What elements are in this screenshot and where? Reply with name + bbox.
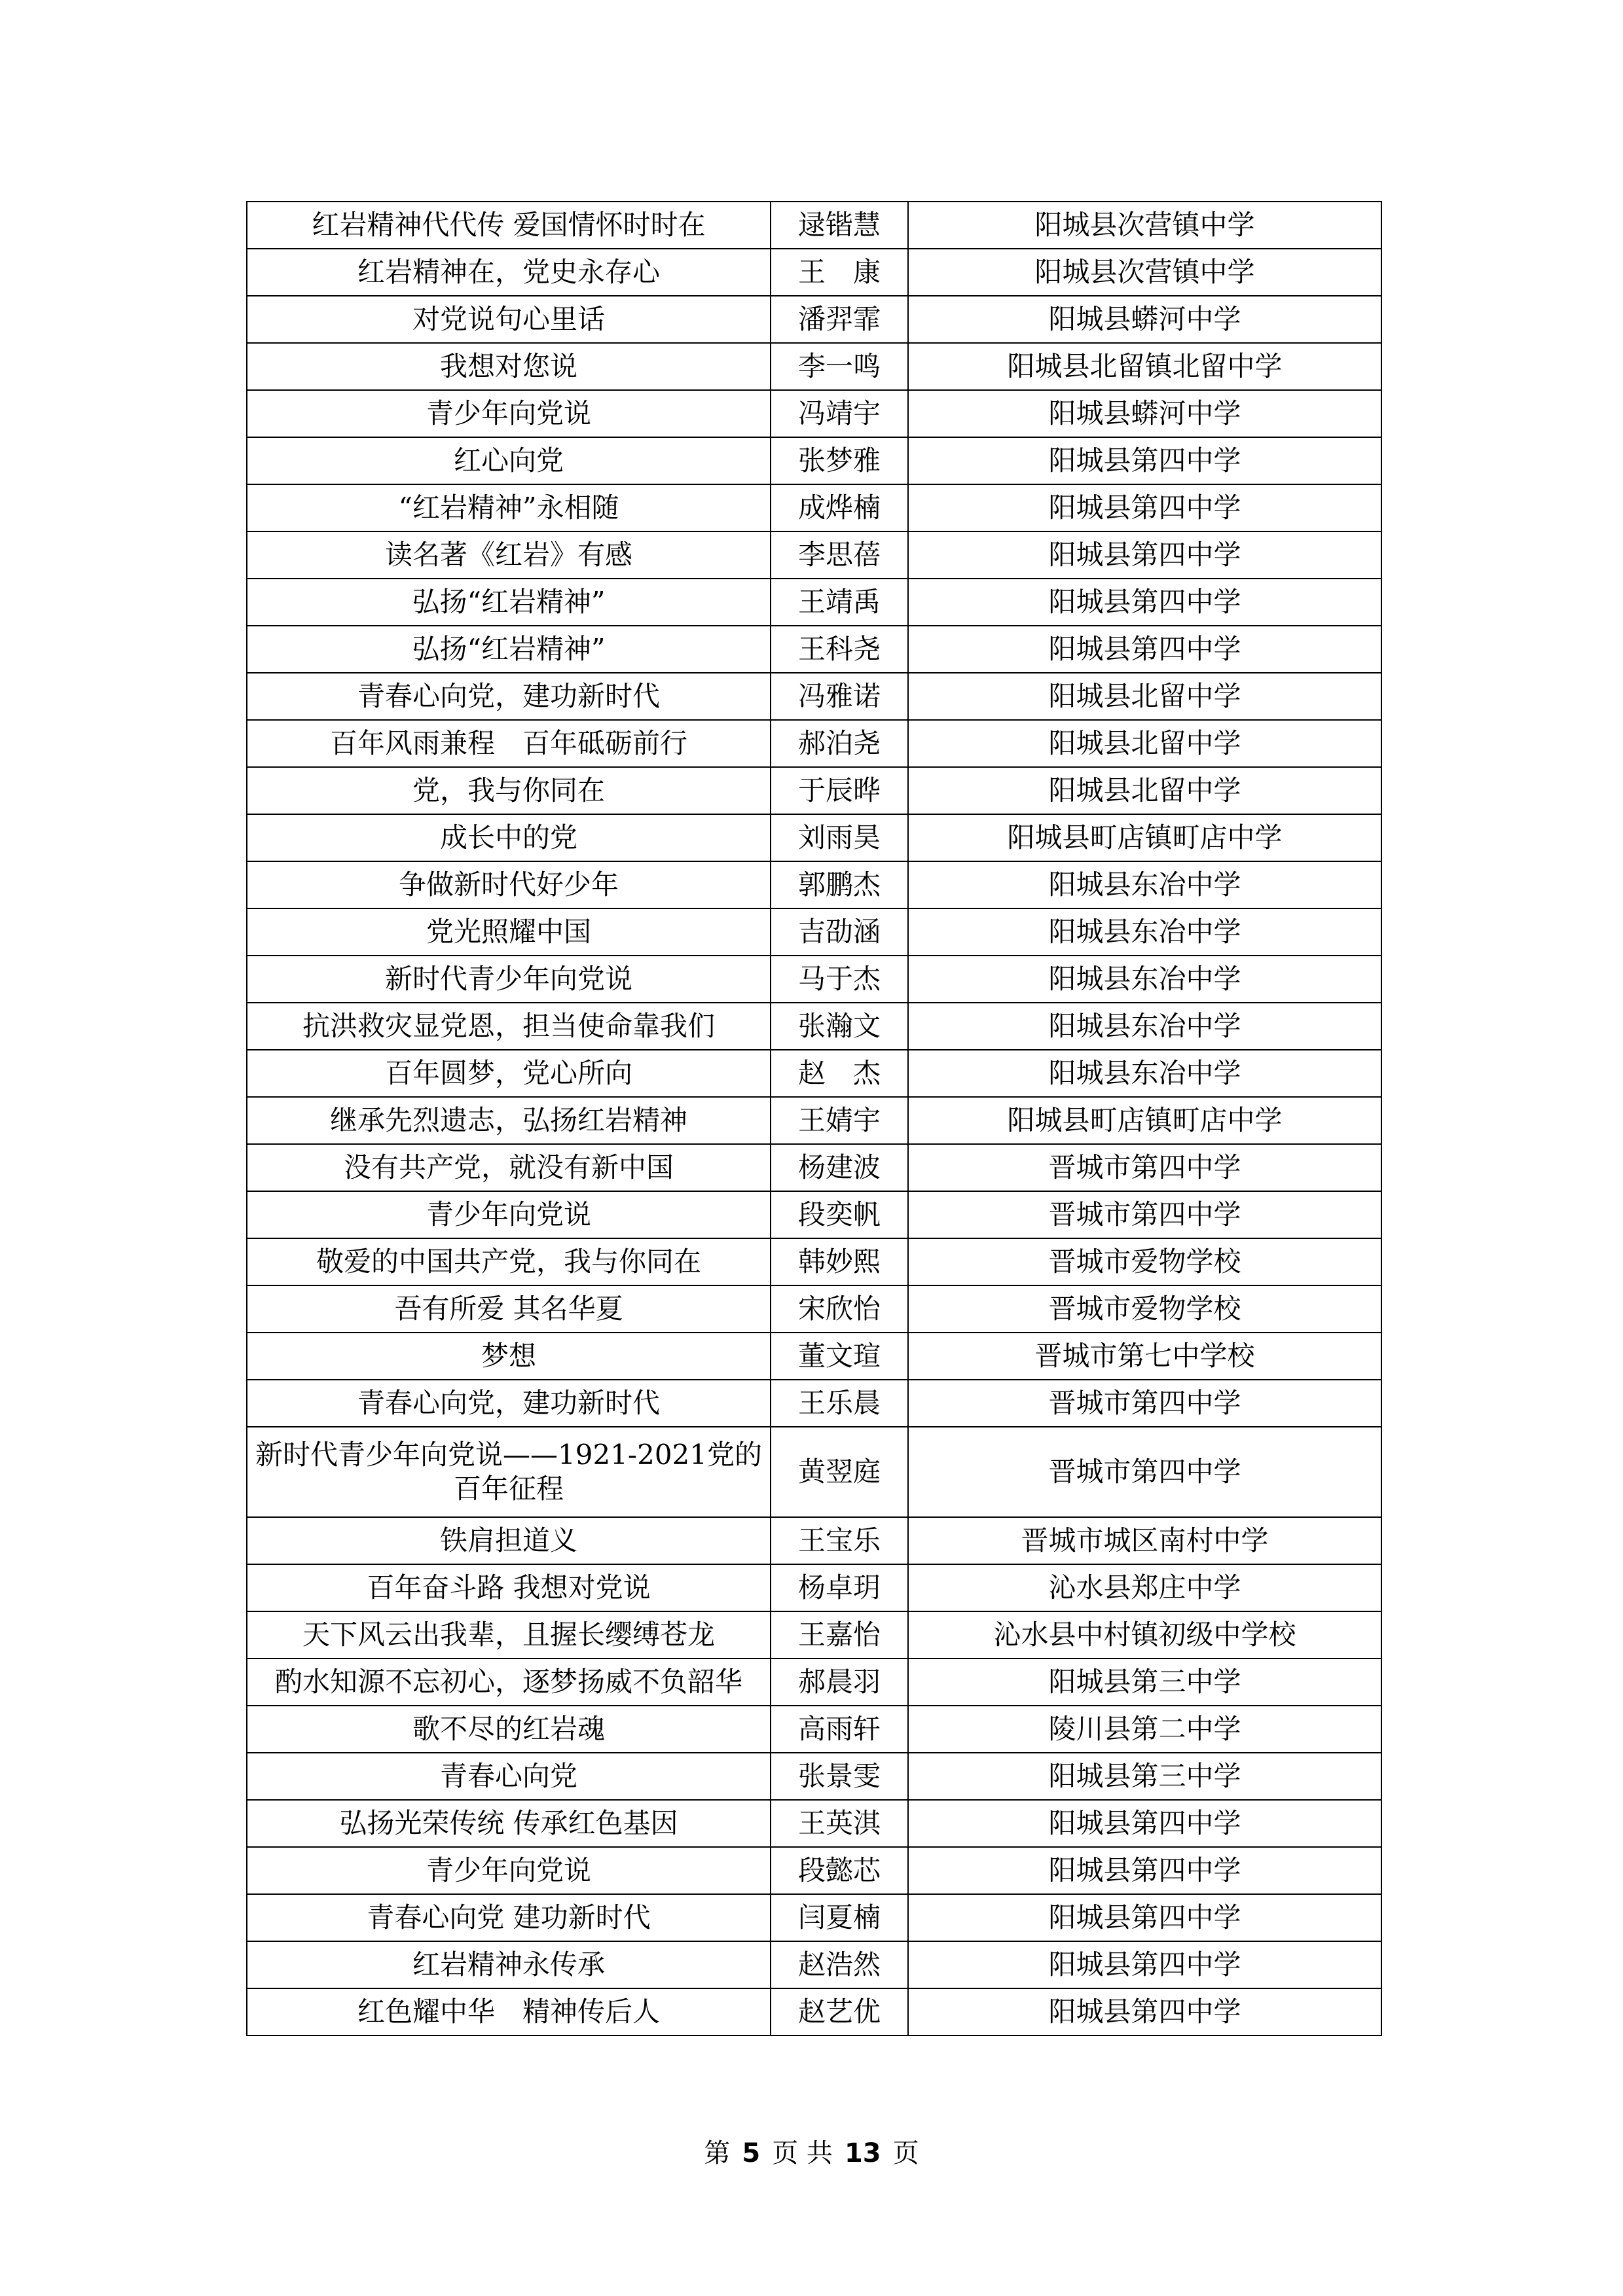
author-cell: 王 康 [771,249,908,296]
school-cell: 阳城县第四中学 [908,579,1381,626]
author-cell: 马于杰 [771,956,908,1003]
work-title-cell: 青春心向党，建功新时代 [247,673,771,720]
table-row [247,626,1381,673]
school-cell: 阳城县第四中学 [908,437,1381,484]
school-cell: 晋城市第四中学 [908,1144,1381,1191]
work-title-cell: 吾有所爱 其名华夏 [247,1285,771,1333]
table-row [247,1753,1381,1800]
table-row [247,1894,1381,1941]
school-cell: 晋城市第四中学 [908,1380,1381,1427]
school-cell: 阳城县第四中学 [908,531,1381,579]
table-row [247,1380,1381,1427]
work-title-cell: 梦想 [247,1333,771,1380]
author-cell: 刘雨昊 [771,814,908,861]
award-list-table [246,201,1382,2036]
work-title-cell: 天下风云出我辈，且握长缨缚苍龙 [247,1611,771,1659]
author-cell: 赵艺优 [771,1988,908,2036]
table-row [247,1800,1381,1847]
work-title-cell: 青少年向党说 [247,1847,771,1894]
table-row [247,390,1381,437]
author-cell: 李一鸣 [771,343,908,390]
work-title-cell: 新时代青少年向党说 [247,956,771,1003]
school-cell: 阳城县东冶中学 [908,1003,1381,1050]
work-title-cell: 我想对您说 [247,343,771,390]
author-cell: 张梦雅 [771,437,908,484]
school-cell: 阳城县第三中学 [908,1659,1381,1706]
work-title-cell: 青少年向党说 [247,1191,771,1238]
page-footer [0,2137,1623,2170]
table-row [247,484,1381,531]
author-cell: 宋欣怡 [771,1285,908,1333]
table-row [247,531,1381,579]
work-title-cell: 新时代青少年向党说——1921-2021党的百年征程 [247,1427,771,1517]
footer-prefix: 第 [704,2138,731,2168]
school-cell: 阳城县町店镇町店中学 [908,814,1381,861]
author-cell: 赵浩然 [771,1941,908,1988]
school-cell: 阳城县东冶中学 [908,956,1381,1003]
author-cell: 董文瑄 [771,1333,908,1380]
school-cell: 阳城县第四中学 [908,1988,1381,2036]
school-cell: 阳城县蟒河中学 [908,390,1381,437]
table-row [247,1427,1381,1517]
table-row [247,861,1381,908]
author-cell: 王靖禹 [771,579,908,626]
school-cell: 阳城县第四中学 [908,1941,1381,1988]
table-row [247,1144,1381,1191]
work-title-cell: 党，我与你同在 [247,767,771,814]
school-cell: 沁水县中村镇初级中学校 [908,1611,1381,1659]
table-row [247,720,1381,767]
school-cell: 阳城县第四中学 [908,1847,1381,1894]
author-cell: 王嘉怡 [771,1611,908,1659]
work-title-cell: 党光照耀中国 [247,908,771,956]
author-cell: 郝晨羽 [771,1659,908,1706]
author-cell: 黄翌庭 [771,1427,908,1517]
author-cell: 成烨楠 [771,484,908,531]
author-cell: 郝泊尧 [771,720,908,767]
table-row [247,908,1381,956]
author-cell: 闫夏楠 [771,1894,908,1941]
work-title-cell: 青春心向党，建功新时代 [247,1380,771,1427]
author-cell: 王宝乐 [771,1517,908,1564]
work-title-cell: 争做新时代好少年 [247,861,771,908]
work-title-cell: “红岩精神”永相随 [247,484,771,531]
work-title-cell: 青春心向党 [247,1753,771,1800]
school-cell: 阳城县东冶中学 [908,908,1381,956]
author-cell: 李思蓓 [771,531,908,579]
author-cell: 段奕帆 [771,1191,908,1238]
work-title-cell: 青春心向党 建功新时代 [247,1894,771,1941]
table-row [247,1988,1381,2036]
table-row [247,1706,1381,1753]
school-cell: 阳城县北留镇北留中学 [908,343,1381,390]
total-page-count: 13 [844,2138,881,2168]
work-title-cell: 红色耀中华 精神传后人 [247,1988,771,2036]
work-title-cell: 读名著《红岩》有感 [247,531,771,579]
author-cell: 杨卓玥 [771,1564,908,1611]
school-cell: 晋城市城区南村中学 [908,1517,1381,1564]
school-cell: 阳城县次营镇中学 [908,249,1381,296]
school-cell: 阳城县第四中学 [908,484,1381,531]
school-cell: 阳城县町店镇町店中学 [908,1097,1381,1144]
school-cell: 沁水县郑庄中学 [908,1564,1381,1611]
award-list-body [247,202,1381,2036]
work-title-cell: 红岩精神在，党史永存心 [247,249,771,296]
table-row [247,343,1381,390]
table-row [247,1659,1381,1706]
school-cell: 阳城县北留中学 [908,673,1381,720]
author-cell: 王乐晨 [771,1380,908,1427]
table-row [247,249,1381,296]
work-title-cell: 百年奋斗路 我想对党说 [247,1564,771,1611]
work-title-cell: 对党说句心里话 [247,296,771,343]
author-cell: 冯靖宇 [771,390,908,437]
table-row [247,437,1381,484]
author-cell: 韩妙熙 [771,1238,908,1285]
school-cell: 阳城县蟒河中学 [908,296,1381,343]
school-cell: 阳城县第四中学 [908,1894,1381,1941]
table-row [247,767,1381,814]
author-cell: 段懿芯 [771,1847,908,1894]
work-title-cell: 没有共产党，就没有新中国 [247,1144,771,1191]
table-row [247,1611,1381,1659]
author-cell: 赵 杰 [771,1050,908,1097]
author-cell: 高雨轩 [771,1706,908,1753]
school-cell: 阳城县第四中学 [908,1800,1381,1847]
school-cell: 晋城市第七中学校 [908,1333,1381,1380]
author-cell: 吉劭涵 [771,908,908,956]
school-cell: 阳城县次营镇中学 [908,202,1381,249]
author-cell: 于辰晔 [771,767,908,814]
author-cell: 郭鹏杰 [771,861,908,908]
school-cell: 阳城县北留中学 [908,767,1381,814]
table-row [247,1238,1381,1285]
table-row [247,814,1381,861]
table-row [247,1050,1381,1097]
author-cell: 冯雅诺 [771,673,908,720]
work-title-cell: 铁肩担道义 [247,1517,771,1564]
table-row [247,579,1381,626]
table-row [247,1564,1381,1611]
work-title-cell: 继承先烈遗志，弘扬红岩精神 [247,1097,771,1144]
author-cell: 杨建波 [771,1144,908,1191]
table-row [247,296,1381,343]
school-cell: 陵川县第二中学 [908,1706,1381,1753]
school-cell: 晋城市第四中学 [908,1427,1381,1517]
table-row [247,1285,1381,1333]
work-title-cell: 百年风雨兼程 百年砥砺前行 [247,720,771,767]
work-title-cell: 红心向党 [247,437,771,484]
table-row [247,1003,1381,1050]
work-title-cell: 成长中的党 [247,814,771,861]
school-cell: 阳城县第四中学 [908,626,1381,673]
work-title-cell: 酌水知源不忘初心，逐梦扬威不负韶华 [247,1659,771,1706]
table-row [247,1333,1381,1380]
author-cell: 张景雯 [771,1753,908,1800]
school-cell: 晋城市爱物学校 [908,1285,1381,1333]
table-row [247,956,1381,1003]
work-title-cell: 弘扬光荣传统 传承红色基因 [247,1800,771,1847]
work-title-cell: 弘扬“红岩精神” [247,579,771,626]
author-cell: 潘羿霏 [771,296,908,343]
author-cell: 张瀚文 [771,1003,908,1050]
author-cell: 王科尧 [771,626,908,673]
table-row [247,1191,1381,1238]
work-title-cell: 弘扬“红岩精神” [247,626,771,673]
table-row [247,202,1381,249]
work-title-cell: 红岩精神永传承 [247,1941,771,1988]
school-cell: 阳城县第三中学 [908,1753,1381,1800]
school-cell: 晋城市爱物学校 [908,1238,1381,1285]
school-cell: 阳城县东冶中学 [908,861,1381,908]
author-cell: 逯锴慧 [771,202,908,249]
school-cell: 阳城县北留中学 [908,720,1381,767]
work-title-cell: 歌不尽的红岩魂 [247,1706,771,1753]
school-cell: 阳城县东冶中学 [908,1050,1381,1097]
table-row [247,673,1381,720]
footer-middle: 页 共 [772,2138,833,2168]
table-row [247,1847,1381,1894]
author-cell: 王婧宇 [771,1097,908,1144]
footer-suffix: 页 [892,2138,919,2168]
work-title-cell: 青少年向党说 [247,390,771,437]
work-title-cell: 百年圆梦，党心所向 [247,1050,771,1097]
table-row [247,1097,1381,1144]
current-page-number: 5 [742,2138,761,2168]
table-row [247,1941,1381,1988]
school-cell: 晋城市第四中学 [908,1191,1381,1238]
table-row [247,1517,1381,1564]
work-title-cell: 红岩精神代代传 爱国情怀时时在 [247,202,771,249]
work-title-cell: 敬爱的中国共产党，我与你同在 [247,1238,771,1285]
work-title-cell: 抗洪救灾显党恩，担当使命靠我们 [247,1003,771,1050]
author-cell: 王英淇 [771,1800,908,1847]
